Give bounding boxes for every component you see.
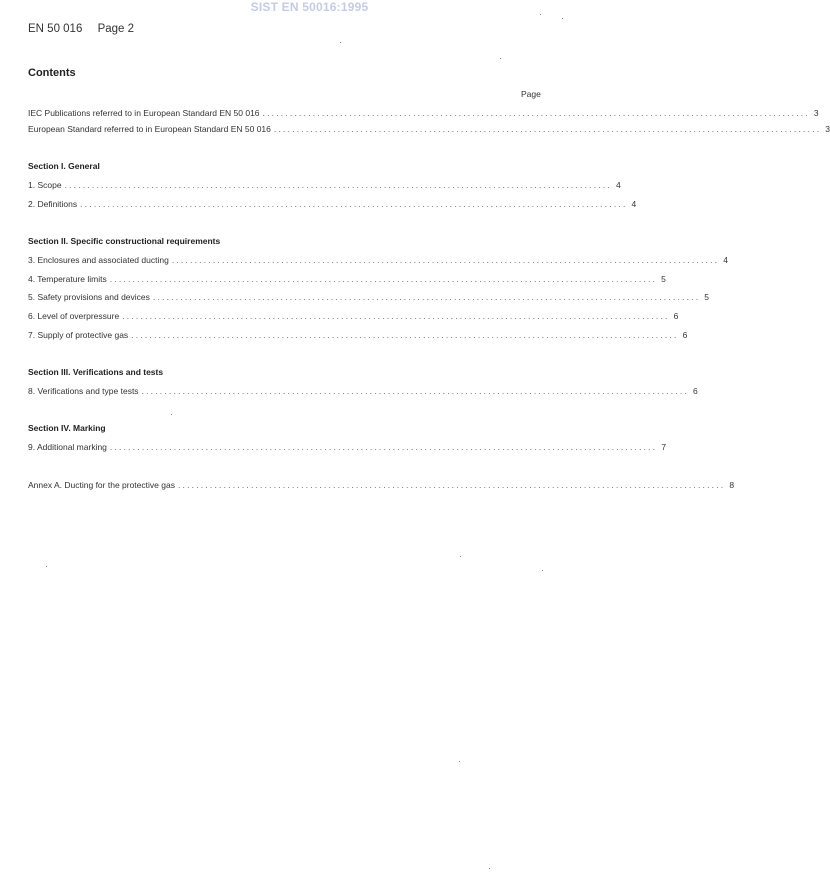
dot-leader: ........................................................................................................................ xyxy=(262,108,810,118)
section-heading-general: Section I. General xyxy=(28,161,100,171)
scan-speck xyxy=(46,566,47,567)
toc-entry-page: 4 xyxy=(631,199,637,209)
page-number: Page 2 xyxy=(97,23,135,35)
scan-speck xyxy=(171,414,172,415)
toc-entry-text: 2. Definitions xyxy=(28,199,78,209)
dot-leader: ........................................................................................................................ xyxy=(273,124,822,134)
toc-entry-safety-provisions xyxy=(28,292,710,304)
section-heading-constructional: Section II. Specific constructional requirements xyxy=(28,236,221,246)
toc-entry-page: 4 xyxy=(723,255,728,265)
toc-entry-text: 5. Safety provisions and devices xyxy=(28,292,150,302)
toc-entry-page: 8 xyxy=(729,480,735,490)
toc-entry-type-tests xyxy=(28,386,698,398)
toc-entry-text: 1. Scope xyxy=(28,180,62,190)
toc-entry-enclosures xyxy=(28,255,728,267)
toc-entry-text: European Standard referred to in European Standard EN 50 016 xyxy=(28,124,271,134)
page-column-label: Page xyxy=(521,89,541,99)
toc-entry-text: 7. Supply of protective gas xyxy=(28,330,129,340)
dot-leader: ........................................................................................................................ xyxy=(141,386,689,396)
dot-leader: ........................................................................................................................ xyxy=(122,311,670,321)
dot-leader: ........................................................................................................................ xyxy=(152,292,701,302)
dot-leader: ........................................................................................................................ xyxy=(177,480,726,490)
scan-speck xyxy=(500,58,501,59)
dot-leader: ........................................................................................................................ xyxy=(80,199,628,209)
toc-entry-text: 8. Verifications and type tests xyxy=(28,386,139,396)
toc-entry-temperature-limits xyxy=(28,274,666,286)
page-header xyxy=(28,23,146,35)
toc-entry-text: Annex A. Ducting for the protective gas xyxy=(28,480,175,490)
scan-speck xyxy=(562,18,563,19)
toc-entry-overpressure xyxy=(28,311,679,323)
toc-entry-page: 5 xyxy=(661,274,666,284)
toc-entry-page: 3 xyxy=(825,124,830,134)
watermark: SIST EN 50016:1995 xyxy=(250,0,369,14)
toc-entry-annex-a xyxy=(28,480,735,492)
toc-entry-definitions xyxy=(28,199,637,211)
toc-entry-page: 6 xyxy=(692,386,698,396)
scan-speck xyxy=(540,14,541,15)
toc-entry-page: 7 xyxy=(661,442,667,452)
toc-entry-scope xyxy=(28,180,621,192)
toc-entry-text: 4. Temperature limits xyxy=(28,274,107,284)
dot-leader: ........................................................................................................................ xyxy=(131,330,679,340)
dot-leader: ........................................................................................................................ xyxy=(109,274,658,284)
toc-entry-text: 6. Level of overpressure xyxy=(28,311,120,321)
toc-entry-text: 9. Additional marking xyxy=(28,442,107,452)
section-heading-marking: Section IV. Marking xyxy=(28,423,106,433)
toc-entry-text: IEC Publications referred to in European Standard EN 50 016 xyxy=(28,108,260,118)
document-number: EN 50 016 xyxy=(28,23,83,35)
scan-speck xyxy=(489,868,490,869)
toc-entry-text: 3. Enclosures and associated ducting xyxy=(28,255,169,265)
toc-entry-page: 4 xyxy=(615,180,621,190)
toc-entry-page: 3 xyxy=(813,108,819,118)
dot-leader: ........................................................................................................................ xyxy=(109,442,658,452)
toc-entry-additional-marking xyxy=(28,442,667,454)
section-heading-verifications: Section III. Verifications and tests xyxy=(28,367,164,377)
contents-title: Contents xyxy=(28,67,76,79)
scan-speck xyxy=(340,42,341,43)
toc-entry-page: 5 xyxy=(704,292,710,302)
scan-speck xyxy=(459,761,460,762)
toc-entry-page: 6 xyxy=(682,330,688,340)
scan-speck xyxy=(542,570,543,571)
toc-entry-protective-gas-supply xyxy=(28,330,688,342)
toc-entry-european-standard xyxy=(28,124,830,136)
toc-entry-iec-publications xyxy=(28,108,819,120)
scan-speck xyxy=(460,556,461,557)
toc-entry-page: 6 xyxy=(673,311,679,321)
dot-leader: ........................................................................................................................ xyxy=(171,255,720,265)
dot-leader: ........................................................................................................................ xyxy=(64,180,612,190)
